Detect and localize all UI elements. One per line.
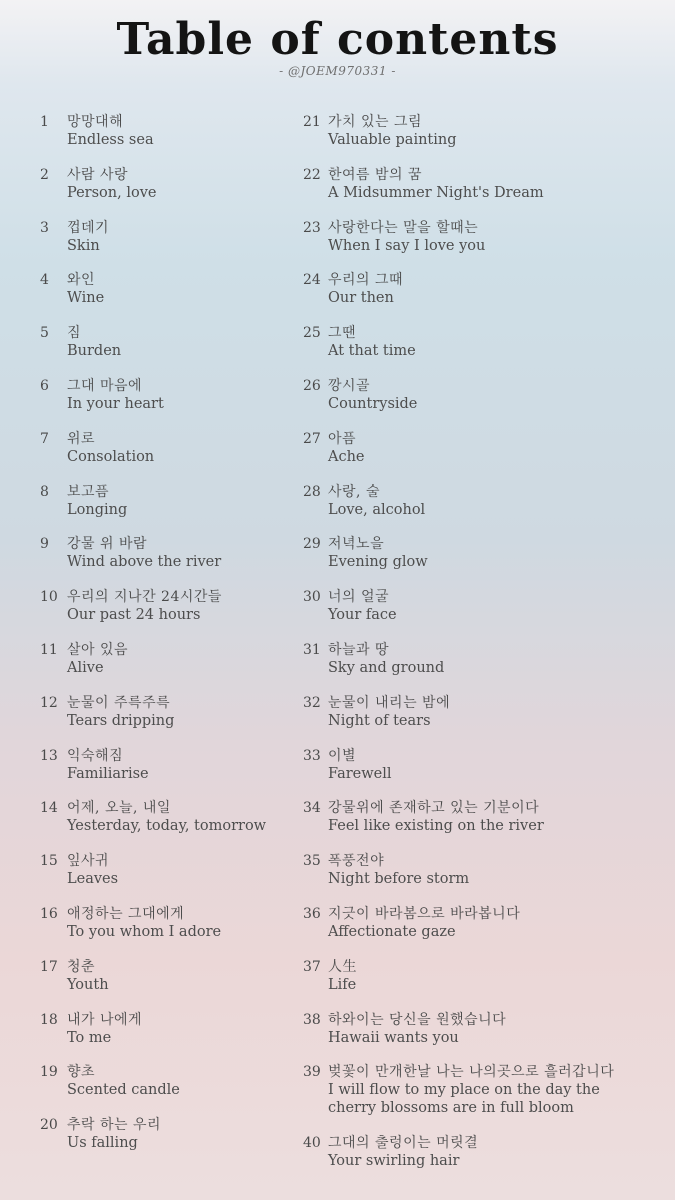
toc-entry: [303, 641, 653, 694]
toc-entry: [303, 219, 653, 272]
entry-number: 13: [40, 747, 58, 764]
entry-korean-title: 애정하는 그대에게: [67, 905, 185, 922]
entry-number: 12: [40, 694, 58, 711]
toc-entry: [40, 799, 290, 852]
entry-english-title: Hawaii wants you: [328, 1029, 459, 1046]
entry-korean-title: 저녁노을: [328, 536, 385, 553]
entry-korean-title: 人生: [328, 958, 357, 975]
entry-number: 18: [40, 1011, 58, 1028]
entry-korean-title: 지긋이 바라봄으로 바라봅니다: [328, 905, 521, 922]
entry-number: 28: [303, 483, 321, 500]
entry-number: 20: [40, 1117, 58, 1134]
toc-entry: [40, 377, 290, 430]
entry-english-title: Person, love: [67, 184, 157, 201]
toc-entry: [40, 219, 290, 272]
entry-korean-title: 강물위에 존재하고 있는 기분이다: [328, 800, 540, 817]
entry-korean-title: 청춘: [67, 958, 96, 975]
entry-english-title: Endless sea: [67, 132, 154, 148]
entry-korean-title: 어제, 오늘, 내일: [67, 800, 171, 817]
toc-entry: [303, 1011, 653, 1064]
toc-entry: [303, 535, 653, 588]
entry-number: 30: [303, 589, 321, 606]
entry-korean-title: 하와이는 당신을 원했습니다: [328, 1011, 507, 1028]
entry-english-title: Life: [328, 976, 357, 993]
entry-number: 21: [303, 114, 321, 130]
toc-entry: [40, 324, 290, 377]
entry-english-title: Our then: [328, 290, 394, 307]
entry-number: 7: [40, 430, 49, 447]
entry-english-title: Scented candle: [67, 1082, 180, 1099]
toc-entry: [40, 747, 290, 800]
entry-english-title: Us falling: [67, 1135, 138, 1152]
entry-number: 11: [40, 641, 58, 658]
toc-entry: [303, 166, 653, 219]
entry-english-title: In your heart: [67, 395, 164, 412]
entry-english-title: Yesterday, today, tomorrow: [67, 818, 267, 835]
toc-entry: [303, 1063, 653, 1134]
entry-english-title: Our past 24 hours: [67, 607, 201, 624]
entry-korean-title: 그땐: [328, 325, 357, 342]
entry-korean-title: 잎사귀: [67, 853, 110, 870]
entry-english-title: Your face: [328, 607, 397, 624]
entry-korean-title: 껍데기: [67, 219, 110, 236]
entry-number: 26: [303, 377, 321, 394]
entry-number: 36: [303, 905, 321, 922]
entry-english-title: At that time: [328, 343, 416, 360]
entry-english-title: Night of tears: [328, 712, 431, 729]
toc-entry: [40, 1116, 290, 1169]
toc-entry: [303, 483, 653, 536]
entry-korean-title: 한여름 밤의 꿈: [328, 166, 423, 183]
toc-entry: [40, 641, 290, 694]
entry-number: 16: [40, 905, 58, 922]
entry-english-title: When I say I love you: [328, 237, 486, 254]
entry-korean-title: 사랑, 술: [328, 483, 380, 500]
entry-english-title: Familiarise: [67, 765, 149, 782]
entry-korean-title: 너의 얼굴: [328, 589, 390, 606]
entry-korean-title: 살아 있음: [67, 641, 129, 658]
toc-entry: [40, 852, 290, 905]
entry-english-title: Night before storm: [328, 871, 470, 888]
entry-number: 38: [303, 1011, 321, 1028]
entry-english-title: Countryside: [328, 395, 418, 412]
author-credit: - @JOEM970331 -: [279, 64, 396, 78]
entry-number: 6: [40, 377, 49, 394]
toc-entry: [40, 430, 290, 483]
toc-entry: [303, 747, 653, 800]
entry-english-title: Leaves: [67, 871, 119, 888]
entry-korean-title: 아픔: [328, 430, 357, 447]
entry-korean-title: 벚꽃이 만개한날 나는 나의곳으로 흘러갑니다: [328, 1064, 615, 1081]
entry-number: 27: [303, 430, 321, 447]
entry-english-title: Your swirling hair: [328, 1153, 460, 1170]
entry-number: 35: [303, 853, 321, 870]
entry-korean-title: 사랑한다는 말을 할때는: [328, 219, 479, 236]
entry-korean-title: 깡시골: [328, 377, 371, 394]
entry-english-title: Sky and ground: [328, 659, 445, 676]
entry-number: 14: [40, 800, 58, 817]
entry-number: 4: [40, 272, 49, 289]
entry-english-title: To me: [67, 1029, 112, 1046]
entry-korean-title: 익숙해짐: [67, 747, 124, 764]
entry-korean-title: 그대의 출렁이는 머릿결: [328, 1135, 479, 1152]
entry-korean-title: 추락 하는 우리: [67, 1117, 162, 1134]
toc-entry: [303, 430, 653, 483]
entry-korean-title: 하늘과 땅: [328, 641, 390, 658]
entry-english-title: Valuable painting: [328, 132, 457, 148]
entry-korean-title: 보고픔: [67, 483, 110, 500]
entry-number: 1: [40, 114, 49, 130]
toc-entry: [40, 588, 290, 641]
entry-korean-title: 와인: [67, 272, 96, 289]
entry-korean-title: 내가 나에게: [67, 1011, 143, 1028]
entry-number: 33: [303, 747, 321, 764]
toc-entry: [303, 588, 653, 641]
entry-number: 34: [303, 800, 321, 817]
entry-korean-title: 위로: [67, 430, 96, 447]
entry-korean-title: 향초: [67, 1064, 96, 1081]
entry-number: 5: [40, 325, 49, 342]
entry-english-title: Farewell: [328, 765, 392, 782]
entry-english-title: Wine: [67, 290, 105, 307]
toc-entry: [40, 694, 290, 747]
entry-number: 9: [40, 536, 49, 553]
entry-number: 39: [303, 1064, 321, 1081]
contents-list-right: [303, 113, 653, 1187]
toc-entry: [303, 377, 653, 430]
toc-entry: [40, 166, 290, 219]
entry-number: 19: [40, 1064, 58, 1081]
entry-english-title: To you whom I adore: [67, 923, 222, 940]
entry-number: 24: [303, 272, 321, 289]
entry-korean-title: 그대 마음에: [67, 377, 143, 394]
entry-english-title: Affectionate gaze: [328, 923, 456, 940]
entry-english-title: Ache: [328, 448, 365, 465]
entry-number: 29: [303, 536, 321, 553]
entry-korean-title: 눈물이 주륵주륵: [67, 694, 171, 711]
toc-entry: [303, 958, 653, 1011]
toc-entry: [40, 483, 290, 536]
entry-korean-title: 우리의 그때: [328, 272, 404, 289]
entry-number: 32: [303, 694, 321, 711]
toc-entry: [40, 271, 290, 324]
entry-english-title: Youth: [67, 976, 109, 993]
entry-number: 2: [40, 166, 49, 183]
toc-entry: [40, 1063, 290, 1116]
toc-entry: [40, 113, 290, 166]
toc-entry: [303, 113, 653, 166]
toc-entry: [303, 799, 653, 852]
entry-number: 8: [40, 483, 49, 500]
toc-entry: [303, 694, 653, 747]
entry-number: 15: [40, 853, 58, 870]
page-title: Table of contents: [116, 14, 559, 65]
toc-entry: [40, 905, 290, 958]
entry-number: 22: [303, 166, 321, 183]
entry-english-title: Evening glow: [328, 554, 428, 571]
entry-english-title: Longing: [67, 501, 128, 518]
entry-english-title: Feel like existing on the river: [328, 818, 544, 835]
entry-korean-title: 강물 위 바람: [67, 536, 148, 553]
entry-number: 25: [303, 325, 321, 342]
entry-korean-title: 이별: [328, 747, 357, 764]
entry-english-title: Wind above the river: [67, 554, 222, 571]
entry-number: 17: [40, 958, 58, 975]
toc-entry: [40, 1011, 290, 1064]
entry-number: 3: [40, 219, 49, 236]
entry-english-title: I will flow to my place on the day the cherry blossoms are in full bloom: [328, 1082, 600, 1117]
toc-entry: [40, 958, 290, 1011]
toc-entry: [303, 852, 653, 905]
entry-korean-title: 망망대해: [67, 114, 124, 130]
entry-number: 37: [303, 958, 321, 975]
toc-entry: [303, 1134, 653, 1187]
entry-number: 31: [303, 641, 321, 658]
toc-entry: [40, 535, 290, 588]
entry-korean-title: 눈물이 내리는 밤에: [328, 694, 451, 711]
entry-english-title: Skin: [67, 237, 100, 254]
entry-number: 40: [303, 1135, 321, 1152]
entry-english-title: Love, alcohol: [328, 501, 426, 518]
contents-list-left: [40, 113, 290, 1169]
entry-korean-title: 폭풍전야: [328, 853, 385, 870]
entry-korean-title: 짐: [67, 325, 82, 342]
toc-entry: [303, 905, 653, 958]
entry-english-title: Tears dripping: [67, 712, 175, 729]
toc-entry: [303, 324, 653, 377]
entry-english-title: Burden: [67, 343, 122, 360]
entry-english-title: Consolation: [67, 448, 155, 465]
entry-english-title: Alive: [67, 659, 104, 676]
toc-entry: [303, 271, 653, 324]
entry-number: 10: [40, 589, 58, 606]
entry-korean-title: 우리의 지나간 24시간들: [67, 589, 222, 606]
entry-korean-title: 가치 있는 그림: [328, 114, 423, 130]
entry-english-title: A Midsummer Night's Dream: [328, 184, 544, 201]
entry-number: 23: [303, 219, 321, 236]
entry-korean-title: 사람 사랑: [67, 166, 129, 183]
